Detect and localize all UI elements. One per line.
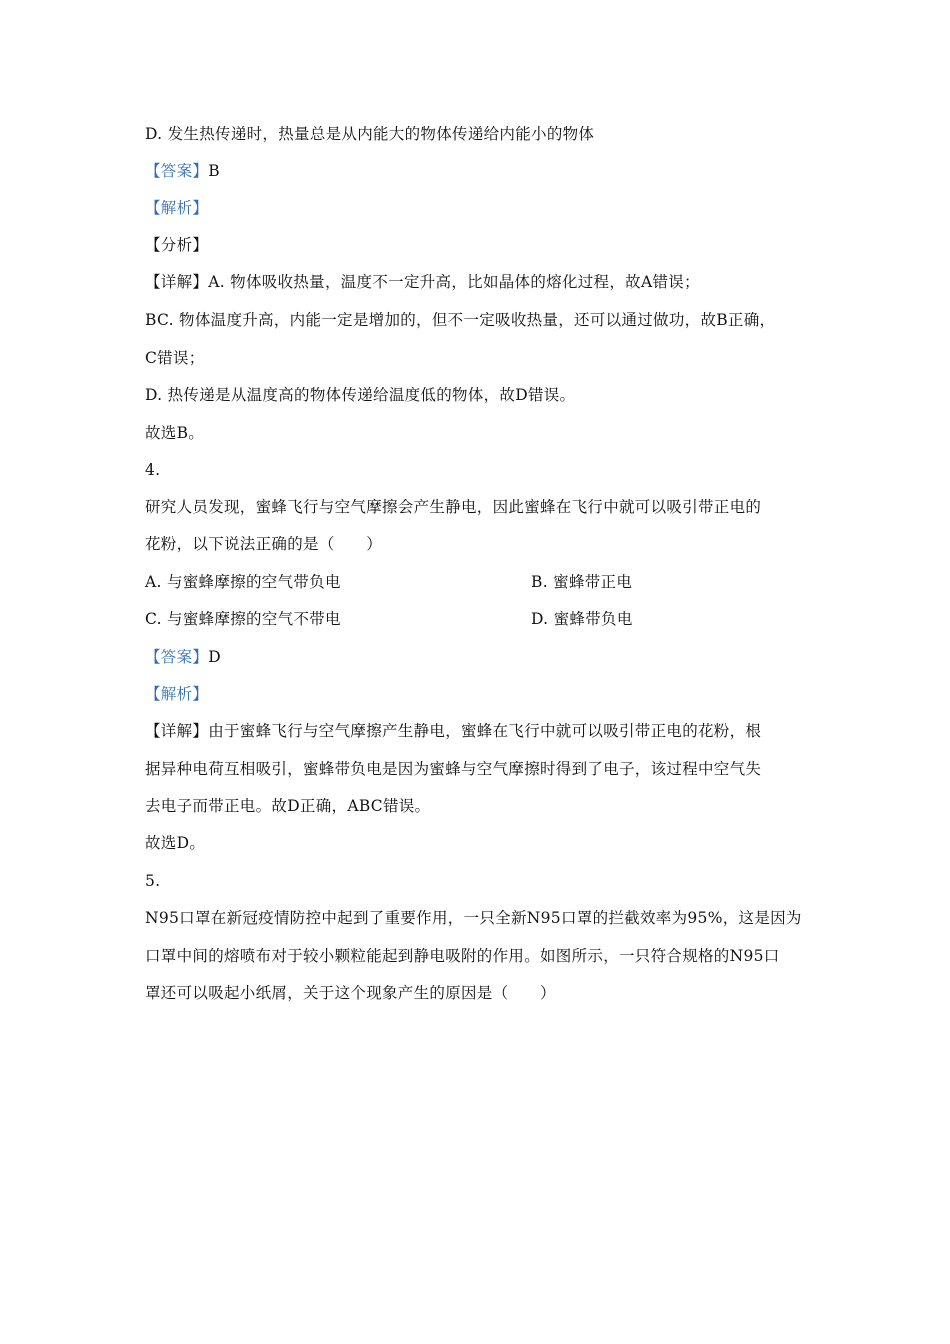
- q4-detail-line-2: 据异种电荷互相吸引，蜜蜂带负电是因为蜜蜂与空气摩擦时得到了电子，该过程中空气失: [145, 760, 762, 778]
- q4-option-d: D. 蜜蜂带负电: [531, 610, 633, 628]
- q3-detail-line-1: [145, 271, 805, 293]
- q5-stem-line-3: 罩还可以吸起小纸屑，关于这个现象产生的原因是（ ）: [145, 984, 556, 1002]
- q4-analysis-label: 【解析】: [145, 685, 209, 703]
- q4-conclusion: 故选D。: [145, 834, 206, 852]
- q4-detail-tag: 【详解】: [145, 722, 209, 740]
- q4-stem-line-1: 研究人员发现，蜜蜂飞行与空气摩擦会产生静电，因此蜜蜂在飞行中就可以吸引带正电的: [145, 498, 762, 516]
- q5-number: 5.: [145, 872, 161, 890]
- q4-detail-text-1: 由于蜜蜂飞行与空气摩擦产生静电，蜜蜂在飞行中就可以吸引带正电的花粉，根: [208, 722, 762, 740]
- q3-answer: [145, 160, 805, 182]
- q4-answer-value: D: [208, 648, 221, 666]
- q4-detail-line-1: [145, 720, 805, 742]
- q4-detail-line-3: 去电子而带正电。故D正确，ABC错误。: [145, 797, 431, 815]
- q4-option-c: C. 与蜜蜂摩擦的空气不带电: [145, 610, 341, 628]
- q3-detail-text-1: A. 物体吸收热量，温度不一定升高，比如晶体的熔化过程，故A错误；: [208, 273, 700, 291]
- q3-answer-value: B: [208, 162, 220, 180]
- q3-detail-tag: 【详解】: [145, 273, 209, 291]
- q3-analysis-tag: [145, 197, 805, 219]
- q4-stem-line-2: 花粉，以下说法正确的是（ ）: [145, 535, 383, 553]
- q4-answer: [145, 646, 805, 668]
- q4-number: 4.: [145, 461, 161, 479]
- q5-stem-line-2: 口罩中间的熔喷布对于较小颗粒能起到静电吸附的作用。如图所示，一只符合规格的N95口: [145, 947, 780, 965]
- q3-detail-line-2: BC. 物体温度升高，内能一定是增加的，但不一定吸收热量，还可以通过做功，故B正确，: [145, 311, 776, 329]
- q3-fenxi-tag: 【分析】: [145, 236, 209, 254]
- q3-answer-tag: 【答案】: [145, 162, 209, 180]
- q4-option-b: B. 蜜蜂带正电: [531, 573, 633, 591]
- q4-answer-tag: 【答案】: [145, 648, 209, 666]
- q5-stem-line-1: N95口罩在新冠疫情防控中起到了重要作用，一只全新N95口罩的拦截效率为95%，这是因为: [145, 909, 802, 927]
- q3-option-d: D. 发生热传递时，热量总是从内能大的物体传递给内能小的物体: [145, 125, 595, 143]
- q4-option-a: A. 与蜜蜂摩擦的空气带负电: [145, 573, 341, 591]
- q3-analysis-label: 【解析】: [145, 199, 209, 217]
- q3-detail-line-3: C错误；: [145, 349, 205, 367]
- q3-detail-line-4: D. 热传递是从温度高的物体传递给温度低的物体，故D错误。: [145, 386, 576, 404]
- q4-analysis-tag: [145, 683, 805, 705]
- q3-conclusion: 故选B。: [145, 424, 205, 442]
